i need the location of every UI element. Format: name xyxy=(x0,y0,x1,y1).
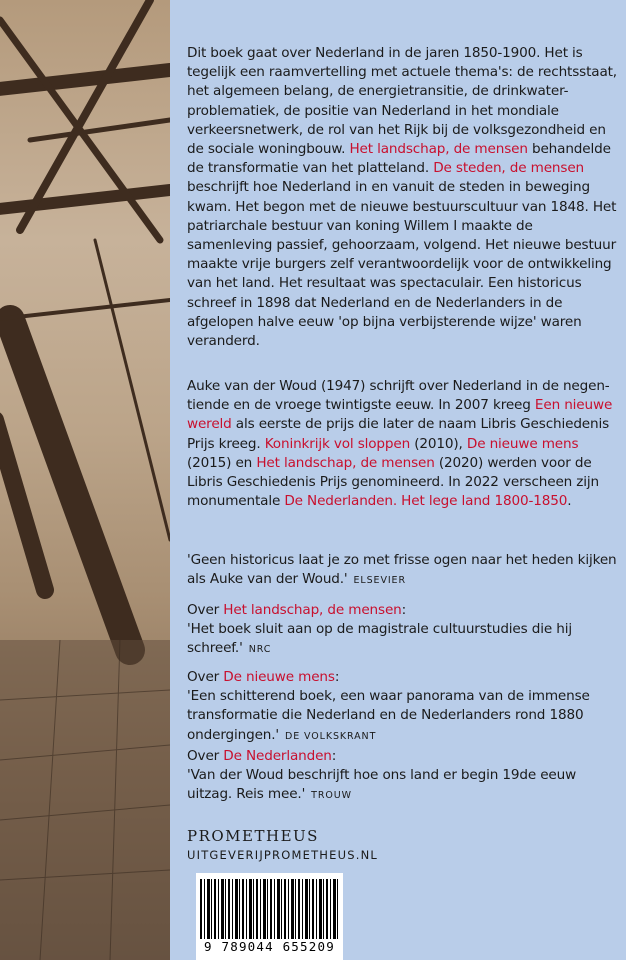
quote-text: 'Een schitterend boek, een waar panorama van de immense transformatie die Nederland en de Nederlanders rond 1880 ondergingen.' xyxy=(187,688,590,743)
quote-over-label: Over xyxy=(187,669,224,685)
isbn-barcode xyxy=(196,873,343,960)
quote-book-title: De nieuwe mens xyxy=(223,669,335,685)
blurb-paragraph xyxy=(187,44,617,351)
quote-suffix: : xyxy=(331,748,337,764)
quote-book-title: Het landschap, de mensen xyxy=(223,602,402,618)
quote-over-label: Over xyxy=(187,602,224,618)
bio-text: als eerste de prijs die later de naam Libris Geschiedenis Prijs kreeg. xyxy=(187,416,610,452)
barcode-bars xyxy=(200,879,339,939)
bio-text: (2015) en xyxy=(187,454,257,471)
review-quote xyxy=(187,668,617,746)
title-reference: Koninkrijk vol sloppen xyxy=(264,435,411,452)
bio-text: (2010), xyxy=(410,435,467,452)
title-reference: De nieuwe mens xyxy=(466,435,579,452)
quote-source: DE VOLKSKRANT xyxy=(285,730,377,742)
quote-source: TROUW xyxy=(311,790,352,802)
cover-photo-strip xyxy=(0,0,170,960)
publisher-website: UITGEVERIJPROMETHEUS.NL xyxy=(187,848,379,862)
blurb-text: behandelde de transformatie van het platteland. xyxy=(187,141,611,177)
quote-source: ELSEVIER xyxy=(353,575,406,587)
barcode-number: 9 789044 655209 xyxy=(204,939,335,954)
title-reference: Een nieuwe wereld xyxy=(187,397,613,433)
bio-text: Auke van der Woud (1947) schrijft over Nederland in de negen-tiende en de vroege twintigste eeuw. In 2007 kreeg xyxy=(187,378,610,414)
quote-over-label: Over xyxy=(187,748,224,764)
title-reference: De Nederlanden. Het lege land 1800-1850 xyxy=(284,493,568,510)
review-quote xyxy=(187,551,617,590)
review-quote xyxy=(187,601,617,660)
photo-illustration xyxy=(0,0,170,960)
back-cover-panel xyxy=(170,0,626,960)
bio-text: (2020) werden voor de Libris Geschiedenis Prijs genomineerd. In 2022 verscheen zijn monumentale xyxy=(187,454,600,510)
quote-text: 'Geen historicus laat je zo met frisse ogen naar het heden kijken als Auke van der Woud.' xyxy=(187,552,617,588)
quote-text: 'Van der Woud beschrijft hoe ons land er begin 19de eeuw uitzag. Reis mee.' xyxy=(187,767,577,803)
quote-book-title: De Nederlanden xyxy=(223,748,332,764)
blurb-text: Dit boek gaat over Nederland in de jaren 1850-1900. Het is tegelijk een raamvertelling met actuele thema's: de rechtsstaat, het algemeen belang, de energietransitie, de drinkwater-problematiek, de positie van Nederland in het mondiale verkeersnetwerk, de rol van het Rijk bij de volksgezondheid en de sociale woningbouw. xyxy=(187,45,617,158)
bio-text: . xyxy=(567,493,572,510)
title-reference: De steden, de mensen xyxy=(433,160,585,177)
quote-suffix: : xyxy=(401,602,407,618)
title-reference: Het landschap, de mensen xyxy=(256,454,435,471)
author-bio-paragraph xyxy=(187,377,617,511)
quote-source: NRC xyxy=(248,644,272,656)
title-reference: Het landschap, de mensen xyxy=(349,141,528,158)
blurb-text: beschrijft hoe Nederland in en vanuit de steden in beweging kwam. Het begon met de nieuwe bestuurscultuur van 1848. Het patriarchale bestuur van koning Willem I maakte de samenleving passief, gehoorzaam, volgend. Het nieuwe bestuur maakte vrije burgers zelf verantwoordelijk voor de ontwikkeling van het land. Het resultaat was spectaculair. Een historicus schreef in 1898 dat Nederland en de Nederlanders in de afgelopen halve eeuw 'op bijna verbijsterende wijze' waren veranderd. xyxy=(187,179,617,350)
review-quote xyxy=(187,747,617,806)
quote-suffix: : xyxy=(334,669,340,685)
quote-text: 'Het boek sluit aan op de magistrale cultuurstudies die hij schreef.' xyxy=(187,621,572,657)
publisher-logo: PROMETHEUS xyxy=(187,827,319,845)
